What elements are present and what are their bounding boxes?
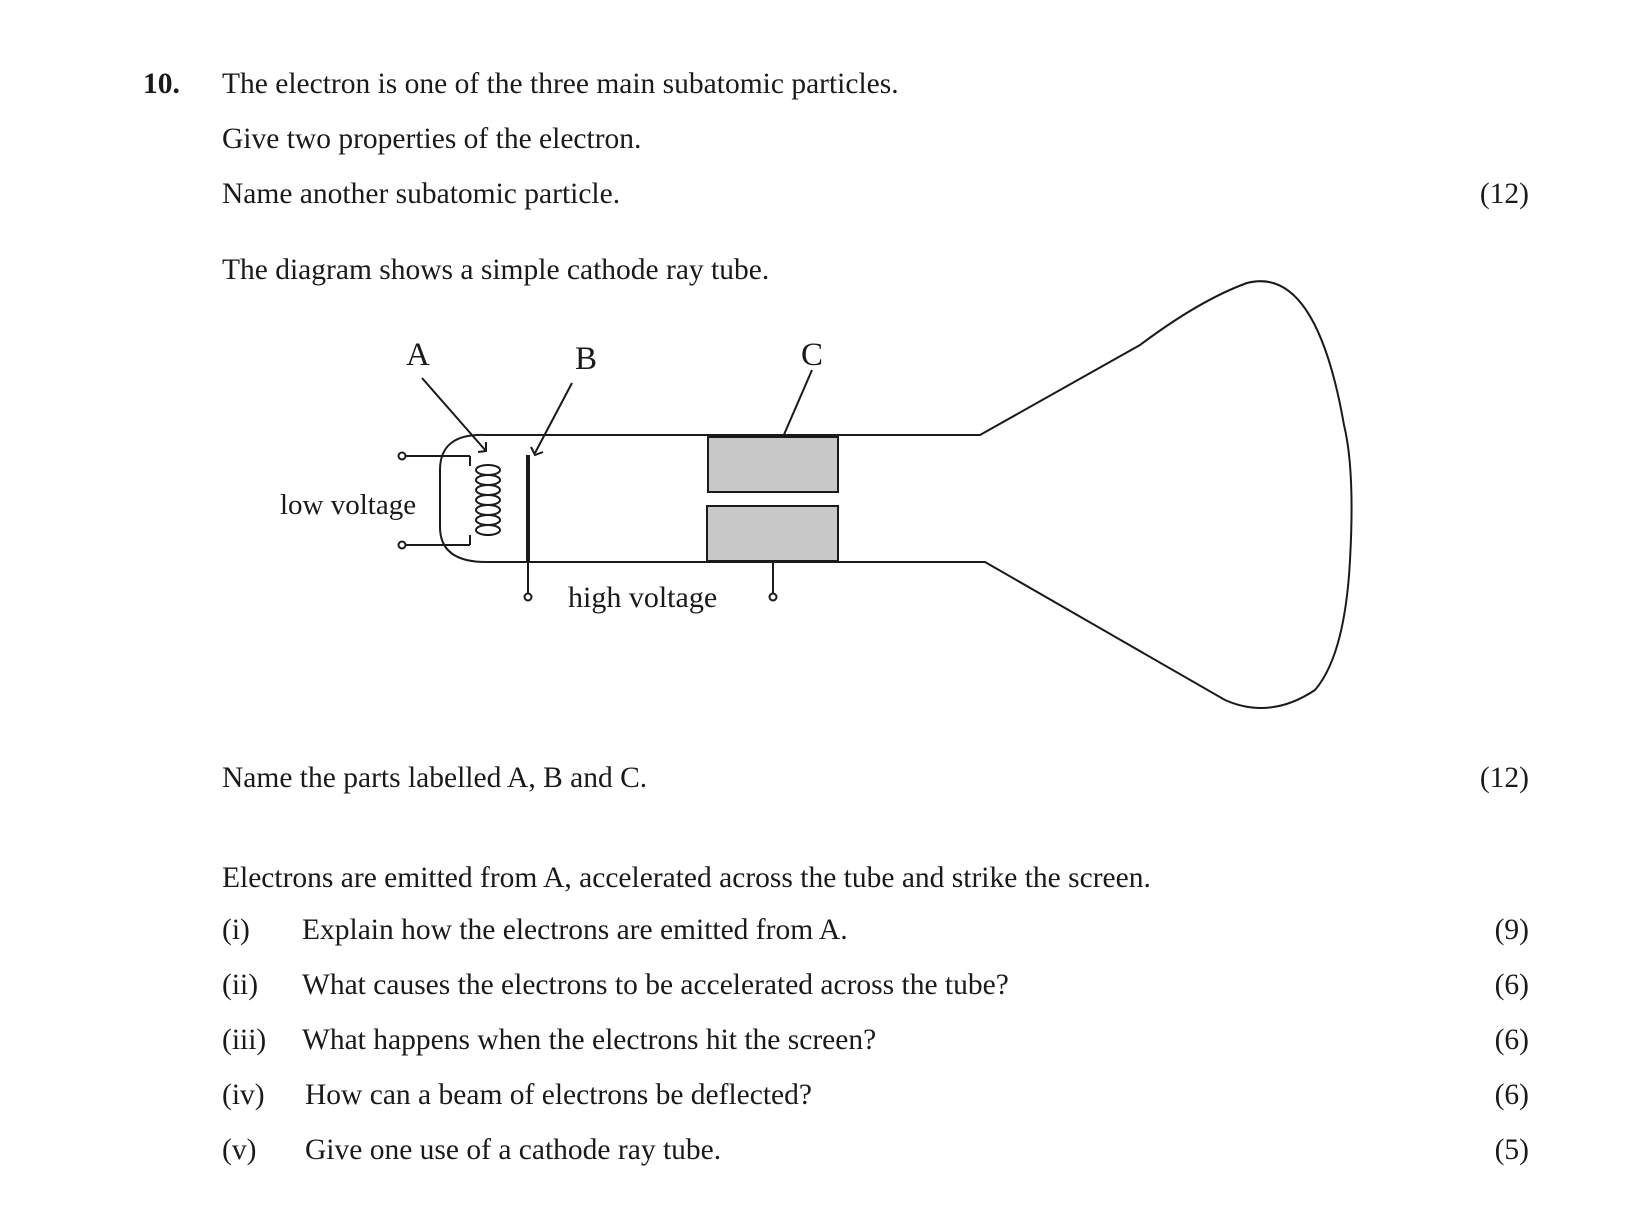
deflection-plate-bottom	[707, 506, 838, 561]
arrow-b	[535, 383, 572, 453]
subquestion-number: (ii)	[222, 969, 259, 1001]
terminal-icon	[525, 594, 532, 601]
tube-outline	[486, 281, 1352, 708]
marks-part2: (12)	[1479, 762, 1529, 794]
subquestion-number: (iv)	[222, 1079, 265, 1111]
deflection-plate-top	[708, 437, 838, 492]
subquestion-text: Explain how the electrons are emitted from A.	[302, 914, 848, 946]
question-line-3: Name another subatomic particle.	[222, 178, 621, 210]
label-c: C	[801, 337, 824, 373]
low-voltage-label: low voltage	[280, 489, 417, 521]
subquestion-marks: (6)	[1494, 1079, 1529, 1111]
name-parts-prompt: Name the parts labelled A, B and C.	[222, 762, 648, 794]
tube-left-end	[440, 435, 486, 562]
subquestion-text: What happens when the electrons hit the screen?	[302, 1024, 877, 1056]
terminal-icon	[770, 594, 777, 601]
subquestion-marks: (5)	[1494, 1134, 1529, 1166]
diagram-intro: The diagram shows a simple cathode ray tube.	[222, 254, 770, 286]
question-line-1: The electron is one of the three main subatomic particles.	[222, 68, 899, 100]
label-a: A	[406, 337, 430, 373]
terminal-icon	[399, 542, 406, 549]
subquestion-text: Give one use of a cathode ray tube.	[305, 1134, 722, 1166]
terminal-icon	[399, 453, 406, 460]
subquestion-marks: (6)	[1494, 1024, 1529, 1056]
marks-part1: (12)	[1479, 178, 1529, 210]
filament-coil-icon	[470, 456, 500, 545]
high-voltage-label: high voltage	[568, 581, 718, 614]
question-line-2: Give two properties of the electron.	[222, 123, 642, 155]
subquestion-text: What causes the electrons to be accelerated across the tube?	[302, 969, 1009, 1001]
subquestion-text: How can a beam of electrons be deflected?	[305, 1079, 812, 1111]
emission-intro: Electrons are emitted from A, accelerated across the tube and strike the screen.	[222, 862, 1151, 894]
question-number: 10.	[143, 68, 180, 100]
label-b: B	[575, 341, 598, 377]
subquestion-marks: (9)	[1494, 914, 1529, 946]
subquestion-marks: (6)	[1494, 969, 1529, 1001]
subquestion-number: (v)	[222, 1134, 257, 1166]
subquestion-number: (iii)	[222, 1024, 267, 1056]
subquestion-number: (i)	[222, 914, 250, 946]
